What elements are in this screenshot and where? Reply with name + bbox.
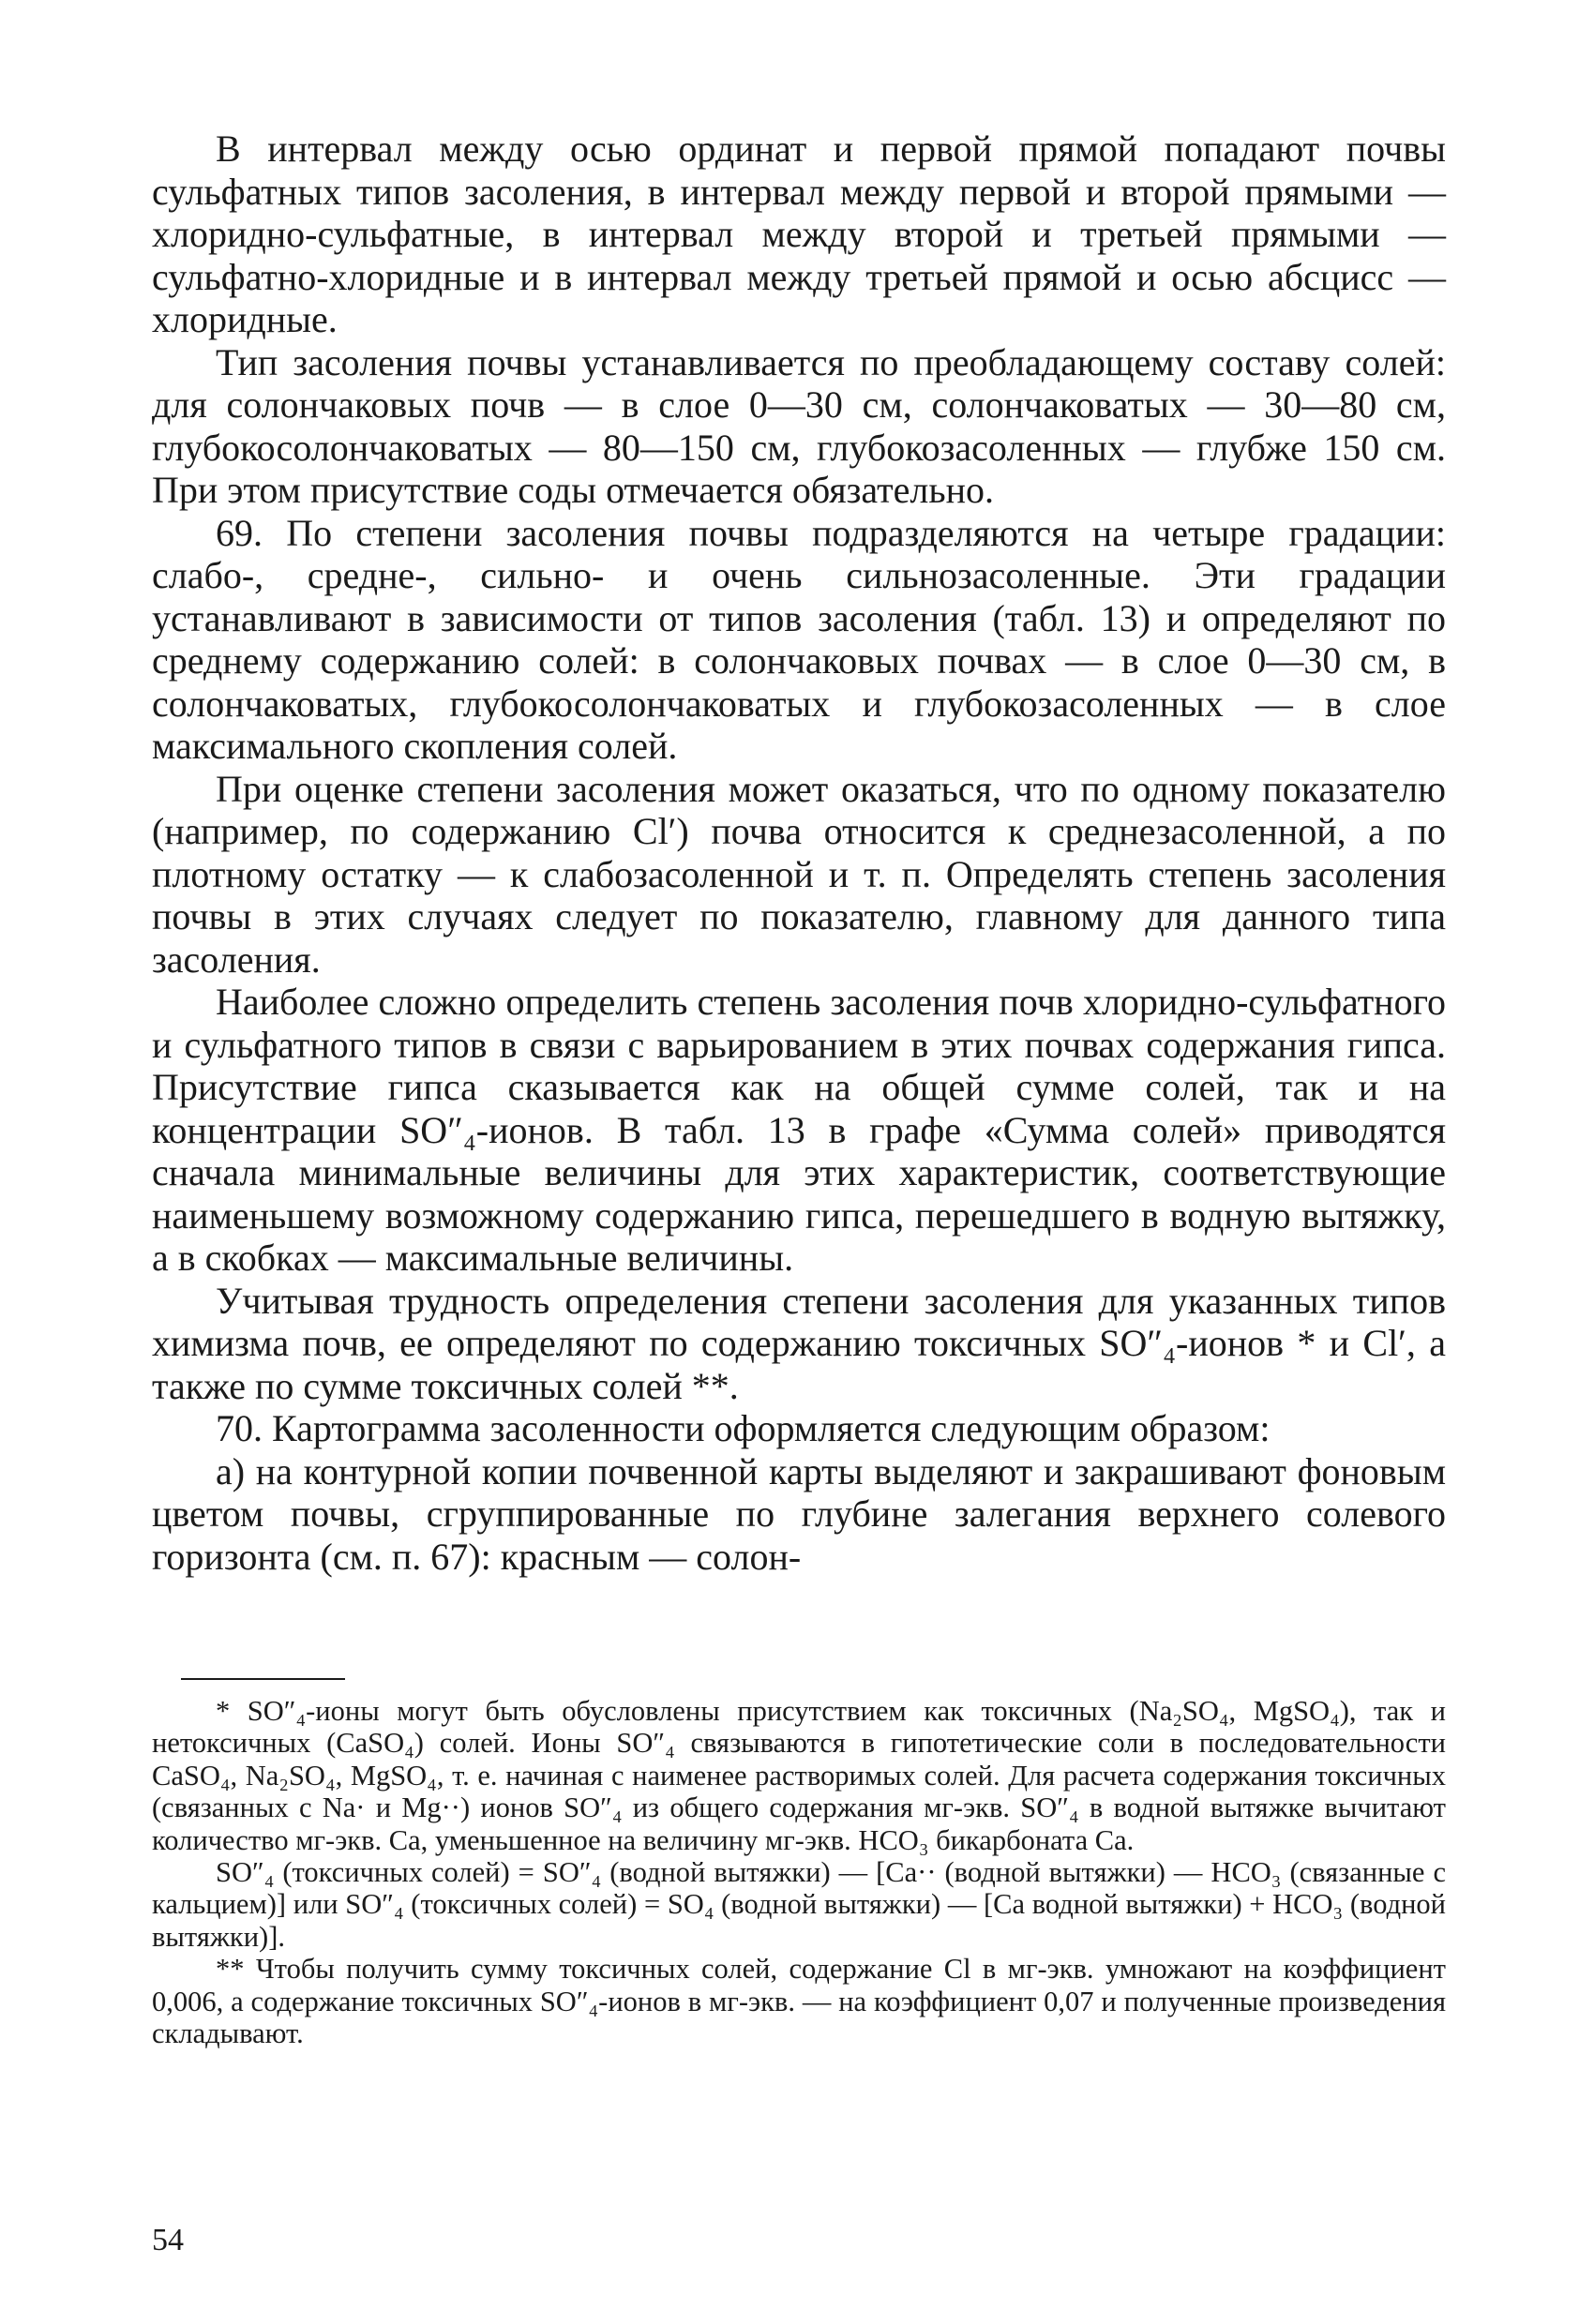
paragraph-toxic-ions: Учитывая трудность определения степени засоления для указанных типов химизма почв, ее определяют по содержанию токсичных SO″₄-ионов * и Cl′, а также по сумме токсичных солей **.	[152, 1279, 1446, 1407]
footnotes	[152, 1695, 1446, 2049]
page-number: 54	[152, 2223, 184, 2257]
footnote-2: ** Чтобы получить сумму токсичных солей, содержание Cl в мг-экв. умножают на коэффициент 0,006, а содержание токсичных SO″₄-ионов в мг-экв. — на коэффициент 0,07 и полученные произведения складывают.	[152, 1953, 1446, 2050]
footnote-separator	[181, 1678, 345, 1680]
footnote-1: * SO″₄-ионы могут быть обусловлены присутствием как токсичных (Na₂SO₄, MgSO₄), так и нетоксичных (CaSO₄) солей. Ионы SO″₄ связываются в гипотетические соли в последовательности CaSO₄, Na₂SO₄, MgSO₄, т. е. начиная с наименее растворимых солей. Для расчета содержания токсичных (связанных с Na· и Mg··) ионов SO″₄ из общего содержания мг-экв. SO″₄ в водной вытяжке вычитают количество мг-экв. Ca, уменьшенное на величину мг-экв. HCO₃ бикарбоната Ca.	[152, 1695, 1446, 1856]
paragraph-assessment: При оценке степени засоления может оказаться, что по одному показателю (например, по содержанию Cl′) почва относится к среднезасоленной, а по плотному остатку — к слабозасоленной и т. п. Определять степень засоления почвы в этих случаях следует по показателю, главному для данного типа засоления.	[152, 767, 1446, 981]
paragraph-70-cartogram: 70. Картограмма засоленности оформляется следующим образом:	[216, 1407, 1271, 1449]
paragraph-salinization-type: Тип засоления почвы устанавливается по преобладающему составу солей: для солончаковых почв — в слое 0—30 см, солончаковатых — 30—80 см, глубокосолончаковатых — 80—150 см, глубокозасоленных — глубже 150 см. При этом присутствие соды отмечается обязательно.	[152, 340, 1446, 511]
paragraph-gypsum: Наиболее сложно определить степень засоления почв хлоридно-сульфатного и сульфатного типов в связи с варьированием в этих почвах содержания гипса. Присутствие гипса сказывается как на общей сумме солей, так и на концентрации SO″₄-ионов. В табл. 13 в графе «Сумма солей» приводятся сначала минимальные величины для этих характеристик, соответствующие наименьшему возможному содержанию гипса, перешедшего в водную вытяжку, а в скобках — максимальные величины.	[152, 981, 1446, 1279]
footnote-formula: SO″₄ (токсичных солей) = SO″₄ (водной вытяжки) — [Ca·· (водной вытяжки) — HCO₃ (связанные с кальцием)] или SO″₄ (токсичных солей) = SO₄ (водной вытяжки) — [Ca водной вытяжки) + HCO₃ (водной вытяжки)].	[152, 1856, 1446, 1953]
paragraph-axis-intervals: В интервал между осью ординат и первой прямой попадают почвы сульфатных типов засоления, в интервал между первой и второй прямыми — хлоридно-сульфатные, в интервал между второй и третьей прямыми — сульфатно-хлоридные и в интервал между третьей прямой и осью абсцисс — хлоридные.	[152, 127, 1446, 340]
main-text	[152, 127, 1446, 1578]
paragraph-70a: а) на контурной копии почвенной карты выделяют и закрашивают фоновым цветом почвы, сгруппированные по глубине залегания верхнего солевого горизонта (см. п. 67): красным — солон-	[152, 1449, 1446, 1578]
paragraph-69-degrees: 69. По степени засоления почвы подразделяются на четыре градации: слабо-, средне-, сильно- и очень сильнозасоленные. Эти градации устанавливают в зависимости от типов засоления (табл. 13) и определяют по среднему содержанию солей: в солончаковых почвах — в слое 0—30 см, в солончаковатых, глубокосолончаковатых и глубокозасоленных — в слое максимального скопления солей.	[152, 511, 1446, 767]
